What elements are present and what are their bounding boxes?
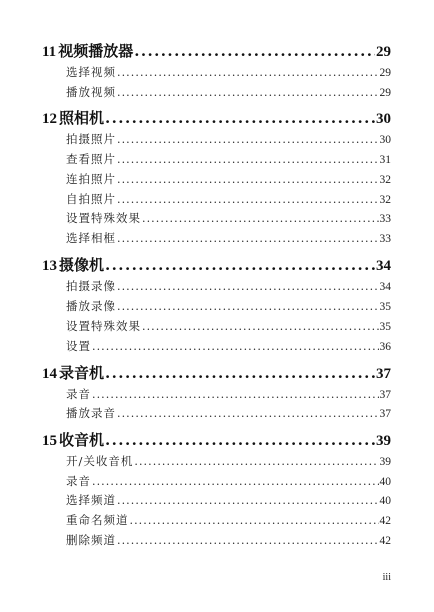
section-page-number: 33 <box>379 213 391 225</box>
toc-chapter-row[interactable] <box>42 107 391 129</box>
section-page-number: 39 <box>379 456 391 468</box>
section-page-number: 35 <box>379 301 391 313</box>
section-page-number: 42 <box>379 515 391 527</box>
toc-section-row[interactable] <box>66 338 391 358</box>
toc-section-row[interactable] <box>66 405 391 425</box>
dot-leader <box>105 256 375 274</box>
section-title: 选择视频 <box>66 65 116 79</box>
toc-section-row[interactable] <box>66 453 391 473</box>
chapter-page-number: 34 <box>376 258 391 274</box>
dot-leader <box>92 388 379 401</box>
section-page-number: 35 <box>379 321 391 333</box>
toc-section-row[interactable] <box>66 473 391 493</box>
section-title: 拍摄录像 <box>66 279 116 293</box>
chapter-title: 视频播放器 <box>58 42 134 60</box>
dot-leader <box>117 133 379 146</box>
toc-chapter-row[interactable] <box>42 362 391 384</box>
chapter-number: 11 <box>42 44 57 60</box>
dot-leader <box>134 455 378 468</box>
section-page-number: 32 <box>379 174 391 186</box>
section-title: 连拍照片 <box>66 172 116 186</box>
chapter-title: 照相机 <box>59 109 105 127</box>
section-title: 自拍照片 <box>66 192 116 206</box>
section-page-number: 40 <box>379 495 391 507</box>
dot-leader <box>92 475 379 488</box>
chapter-number: 15 <box>42 433 57 449</box>
chapter-title: 收音机 <box>59 431 105 449</box>
section-title: 删除频道 <box>66 533 116 547</box>
chapter-title: 录音机 <box>59 364 105 382</box>
section-page-number: 36 <box>379 341 391 353</box>
dot-leader <box>105 364 375 382</box>
toc-section-row[interactable] <box>66 64 391 84</box>
section-page-number: 34 <box>379 281 391 293</box>
chapter-number: 13 <box>42 258 57 274</box>
section-page-number: 42 <box>379 535 391 547</box>
toc-chapter-row[interactable] <box>42 254 391 276</box>
toc-section-row[interactable] <box>66 318 391 338</box>
chapter-number: 14 <box>42 366 57 382</box>
section-title: 设置特殊效果 <box>66 211 141 225</box>
toc-section-row[interactable] <box>66 84 391 104</box>
section-title: 播放视频 <box>66 85 116 99</box>
section-page-number: 30 <box>379 134 391 146</box>
dot-leader <box>117 232 379 245</box>
toc-section-row[interactable] <box>66 278 391 298</box>
dot-leader <box>117 193 379 206</box>
toc-section-row[interactable] <box>66 151 391 171</box>
section-title: 重命名频道 <box>66 513 129 527</box>
dot-leader <box>105 109 375 127</box>
section-page-number: 29 <box>379 87 391 99</box>
section-title: 录音 <box>66 474 91 488</box>
section-title: 播放录像 <box>66 299 116 313</box>
dot-leader <box>142 212 379 225</box>
dot-leader <box>105 431 375 449</box>
section-title: 设置特殊效果 <box>66 319 141 333</box>
section-title: 录音 <box>66 387 91 401</box>
section-title: 选择频道 <box>66 493 116 507</box>
dot-leader <box>117 153 379 166</box>
chapter-title: 摄像机 <box>59 256 105 274</box>
section-title: 查看照片 <box>66 152 116 166</box>
section-page-number: 32 <box>379 194 391 206</box>
chapter-number: 12 <box>42 111 57 127</box>
section-page-number: 37 <box>379 389 391 401</box>
dot-leader <box>117 494 379 507</box>
section-title: 设置 <box>66 339 91 353</box>
toc-chapter-row[interactable] <box>42 40 391 62</box>
chapter-page-number: 30 <box>376 111 391 127</box>
chapter-page-number: 29 <box>376 44 391 60</box>
section-title: 选择相框 <box>66 231 116 245</box>
toc-section-row[interactable] <box>66 532 391 552</box>
toc-section-row[interactable] <box>66 298 391 318</box>
section-title: 播放录音 <box>66 406 116 420</box>
section-page-number: 33 <box>379 233 391 245</box>
toc-section-row[interactable] <box>66 191 391 211</box>
toc-section-row[interactable] <box>66 386 391 406</box>
dot-leader <box>142 320 379 333</box>
dot-leader <box>92 340 379 353</box>
chapter-page-number: 37 <box>376 366 391 382</box>
section-title: 拍摄照片 <box>66 132 116 146</box>
section-page-number: 31 <box>379 154 391 166</box>
chapter-page-number: 39 <box>376 433 391 449</box>
toc-chapter-row[interactable] <box>42 429 391 451</box>
toc-section-row[interactable] <box>66 131 391 151</box>
dot-leader <box>117 173 379 186</box>
dot-leader <box>117 86 379 99</box>
section-title: 开/关收音机 <box>66 454 134 468</box>
toc-section-row[interactable] <box>66 492 391 512</box>
page-number-footer: iii <box>382 572 391 583</box>
dot-leader <box>117 280 379 293</box>
section-page-number: 37 <box>379 408 391 420</box>
dot-leader <box>117 407 379 420</box>
dot-leader <box>134 42 375 60</box>
section-page-number: 40 <box>379 476 391 488</box>
dot-leader <box>117 534 379 547</box>
dot-leader <box>117 66 379 79</box>
toc-section-row[interactable] <box>66 210 391 230</box>
toc-section-row[interactable] <box>66 171 391 191</box>
dot-leader <box>117 300 379 313</box>
dot-leader <box>130 514 379 527</box>
toc-section-row[interactable] <box>66 512 391 532</box>
toc-section-row[interactable] <box>66 230 391 250</box>
section-page-number: 29 <box>379 67 391 79</box>
